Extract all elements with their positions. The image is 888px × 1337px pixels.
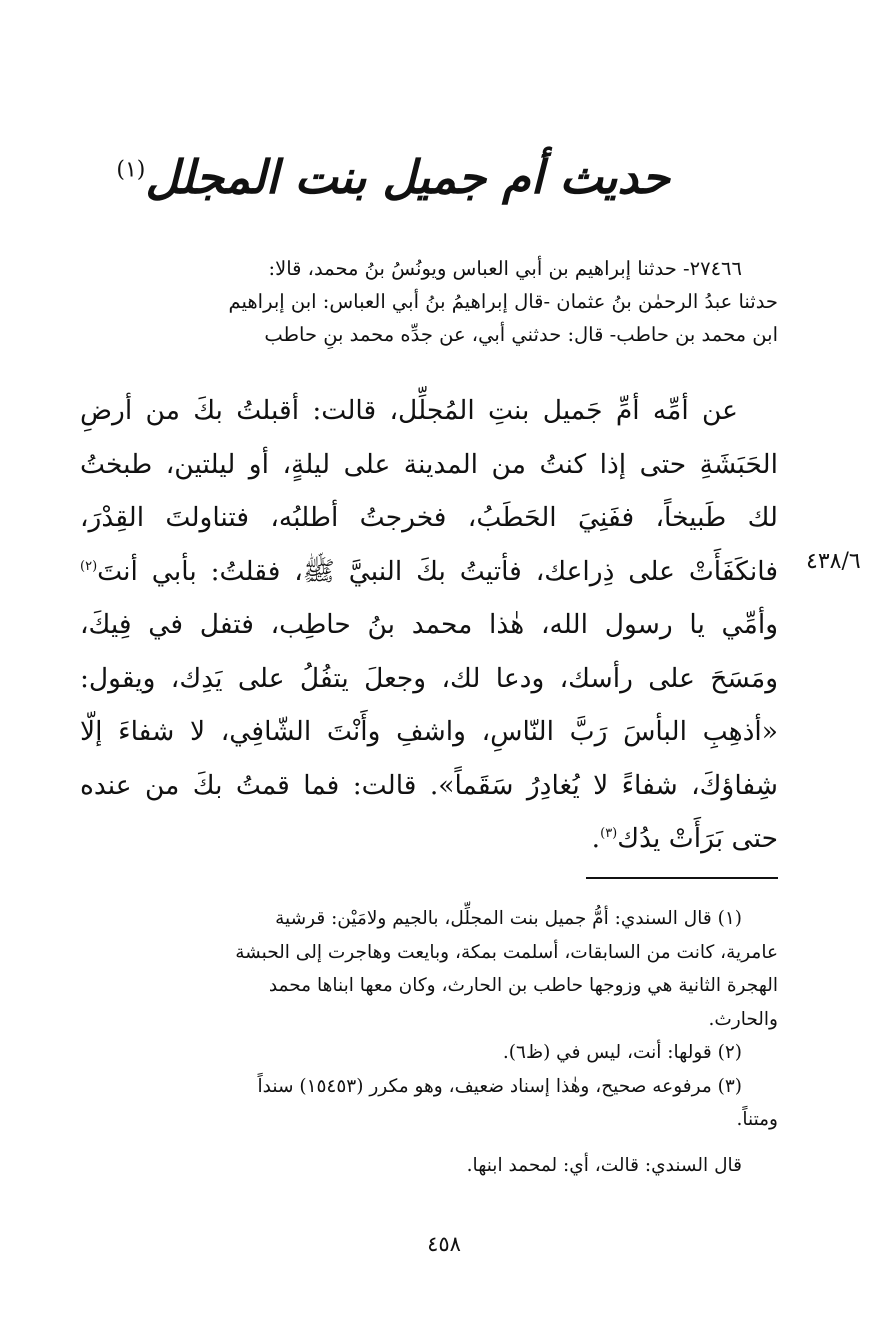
footnote-marker-2: (٢) [80, 558, 98, 574]
isnad-line: ابن محمد بن حاطب- قال: حدثني أبي، عن جدِّه محمد بنِ حاطب [264, 323, 778, 346]
footnote-separator [586, 877, 778, 879]
footnote-marker-3: (٣) [600, 826, 618, 842]
page-number: ٤٥٨ [427, 1232, 461, 1256]
hadith-title [116, 150, 670, 205]
footnote-line: (٢) قولها: أنت، ليس في (ظ٦). [502, 1042, 742, 1063]
footnote-line: ومتناً. [736, 1109, 778, 1130]
matn-line: «أذهِبِ البأسَ رَبَّ النّاسِ، واشفِ وأَنْتَ الشّافِي، لا شفاءَ إلّا [80, 716, 778, 747]
footnote-line: قال السندي: قالت، أي: لمحمد ابنها. [466, 1154, 742, 1176]
footnote-line: الهجرة الثانية هي وزوجها حاطب بن الحارث، وكان معها ابناها محمد [268, 975, 778, 996]
footnote-line: (٣) مرفوعه صحيح، وهٰذا إسناد ضعيف، وهو مكرر (١٥٤٥٣) سنداً [257, 1075, 742, 1097]
matn-block [80, 384, 778, 866]
title-footnote-marker: (١) [116, 157, 146, 183]
margin-reference: ٤٣٨/٦ [806, 549, 861, 574]
footnote-line: والحارث. [708, 1008, 778, 1030]
footnotes-block [80, 902, 778, 1182]
matn-line: ومَسَحَ على رأسك، ودعا لك، وجعلَ يتفُلُ على يَدِك، ويقول: [80, 662, 778, 694]
matn-line: وأمِّي يا رسول الله، هٰذا محمد بنُ حاطِب، فتفل في فِيكَ، [80, 609, 778, 640]
isnad-line: حدثنا عبدُ الرحمٰن بنُ عثمان -قال إبراهيمُ بنُ أبي العباس: ابن إبراهيم [228, 290, 778, 313]
matn-line: عن أمِّه أمِّ جَميل بنتِ المُجلِّل، قالت: أقبلتُ بكَ من أرضِ [80, 395, 738, 426]
hadith-title-text: حديث أم جميل بنت المجلل [145, 150, 670, 204]
matn-line: لك طَبيخاً، ففَنِيَ الحَطَبُ، فخرجتُ أطلبُه، فتناولتَ القِدْرَ، [80, 502, 778, 533]
matn-line: الحَبَشَةِ حتى إذا كنتُ من المدينة على ليلةٍ، أو ليلتين، طبختُ [80, 448, 778, 480]
isnad-block [80, 252, 778, 351]
matn-line: حتى بَرَأَتْ يدُك$^{(٣)}$. [591, 823, 778, 854]
footnote-line: (١) قال السندي: أمُّ جميل بنت المجلِّل، بالجيم ولامَيْن: قرشية [275, 908, 742, 929]
matn-line: فانكَفَأَتْ على ذِراعك، فأتيتُ بكَ النبيَّ ﷺ، فقلتُ: بأبي أنتَ$^{(٢)}$ [80, 555, 778, 587]
isnad-line: ٢٧٤٦٦- حدثنا إبراهيم بن أبي العباس ويونُسُ بنُ محمد، قالا: [268, 257, 742, 280]
footnote-line: عامرية، كانت من السابقات، أسلمت بمكة، وبايعت وهاجرت إلى الحبشة [235, 941, 778, 963]
matn-line: شِفاؤكَ، شفاءً لا يُغادِرُ سَقَماً». قالت: فما قمتُ بكَ من عنده [80, 769, 778, 801]
